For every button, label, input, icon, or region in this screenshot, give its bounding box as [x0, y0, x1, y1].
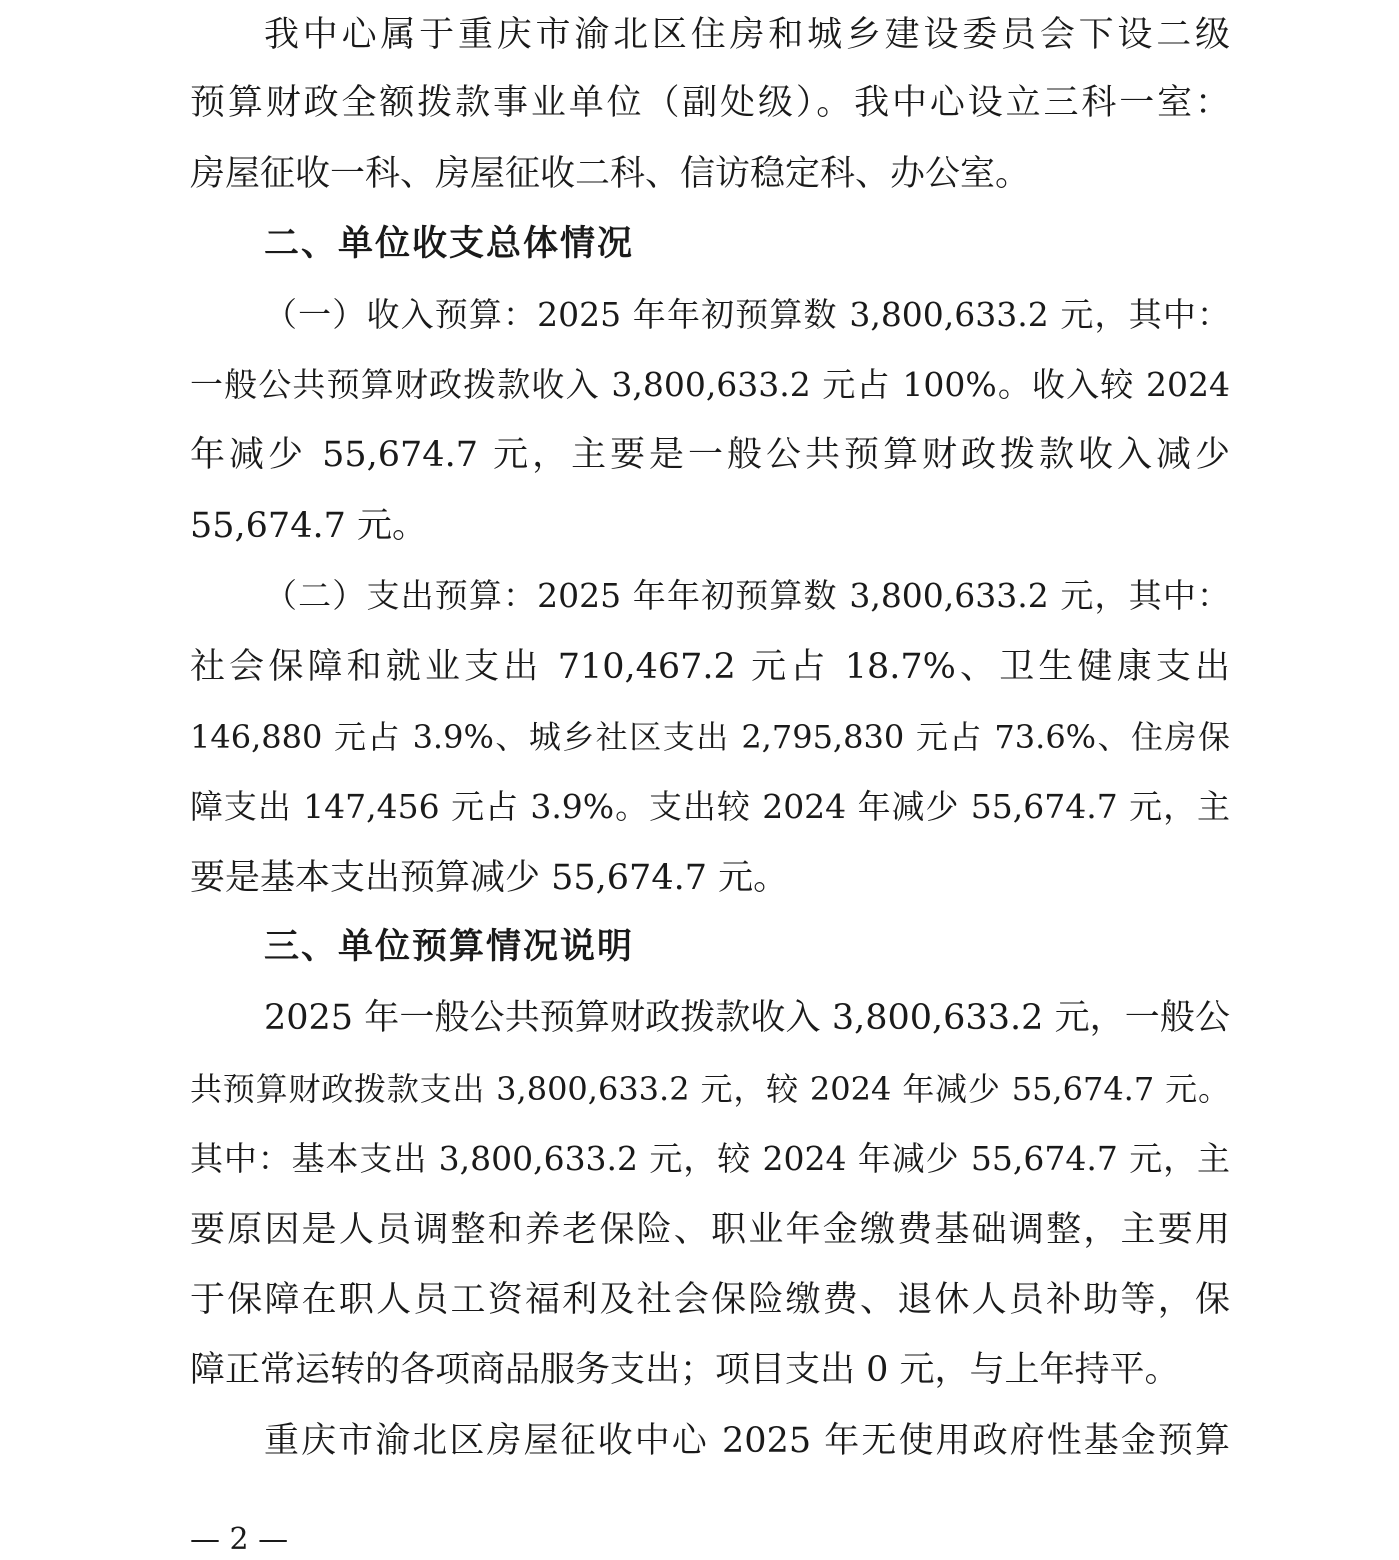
- paragraph-expense-line-4: 障支出 147,456 元占 3.9%。支出较 2024 年减少 55,674.7 元，主: [190, 787, 1230, 826]
- paragraph-budget-line-4: 要原因是人员调整和养老保险、职业年金缴费基础调整，主要用: [190, 1210, 1230, 1250]
- paragraph-1-line-3: 房屋征收一科、房屋征收二科、信访稳定科、办公室。: [190, 154, 1031, 194]
- paragraph-income-line-3: 年减少 55,674.7 元，主要是一般公共预算财政拨款收入减少: [190, 435, 1230, 475]
- section-heading-2: 二、单位收支总体情况: [264, 224, 635, 264]
- paragraph-budget-line-1: 2025 年一般公共预算财政拨款收入 3,800,633.2 元，一般公: [264, 998, 1230, 1038]
- paragraph-fund-line-1: 重庆市渝北区房屋征收中心 2025 年无使用政府性基金预算: [264, 1421, 1230, 1461]
- paragraph-1-line-2: 预算财政全额拨款事业单位（副处级）。我中心设立三科一室：: [190, 83, 1230, 123]
- paragraph-expense-line-5: 要是基本支出预算减少 55,674.7 元。: [190, 858, 789, 898]
- paragraph-expense-line-3: 146,880 元占 3.9%、城乡社区支出 2,795,830 元占 73.6%、住房保: [190, 718, 1230, 756]
- paragraph-income-line-1: （一）收入预算：2025 年年初预算数 3,800,633.2 元，其中：: [264, 295, 1230, 334]
- paragraph-income-line-4: 55,674.7 元。: [190, 506, 427, 546]
- paragraph-budget-line-5: 于保障在职人员工资福利及社会保险缴费、退休人员补助等，保: [190, 1280, 1230, 1320]
- paragraph-expense-line-1: （二）支出预算：2025 年年初预算数 3,800,633.2 元，其中：: [264, 576, 1230, 615]
- paragraph-budget-line-2: 共预算财政拨款支出 3,800,633.2 元，较 2024 年减少 55,674.7 元。: [190, 1070, 1230, 1108]
- page-number: — 2 —: [190, 1522, 289, 1557]
- paragraph-1-line-1: 我中心属于重庆市渝北区住房和城乡建设委员会下设二级: [264, 15, 1230, 55]
- paragraph-budget-line-3: 其中：基本支出 3,800,633.2 元，较 2024 年减少 55,674.7 元，主: [190, 1139, 1230, 1178]
- paragraph-expense-line-2: 社会保障和就业支出 710,467.2 元占 18.7%、卫生健康支出: [190, 647, 1230, 687]
- paragraph-income-line-2: 一般公共预算财政拨款收入 3,800,633.2 元占 100%。收入较 2024: [190, 365, 1230, 404]
- paragraph-budget-line-6: 障正常运转的各项商品服务支出；项目支出 0 元，与上年持平。: [190, 1350, 1180, 1390]
- section-heading-3: 三、单位预算情况说明: [264, 927, 635, 967]
